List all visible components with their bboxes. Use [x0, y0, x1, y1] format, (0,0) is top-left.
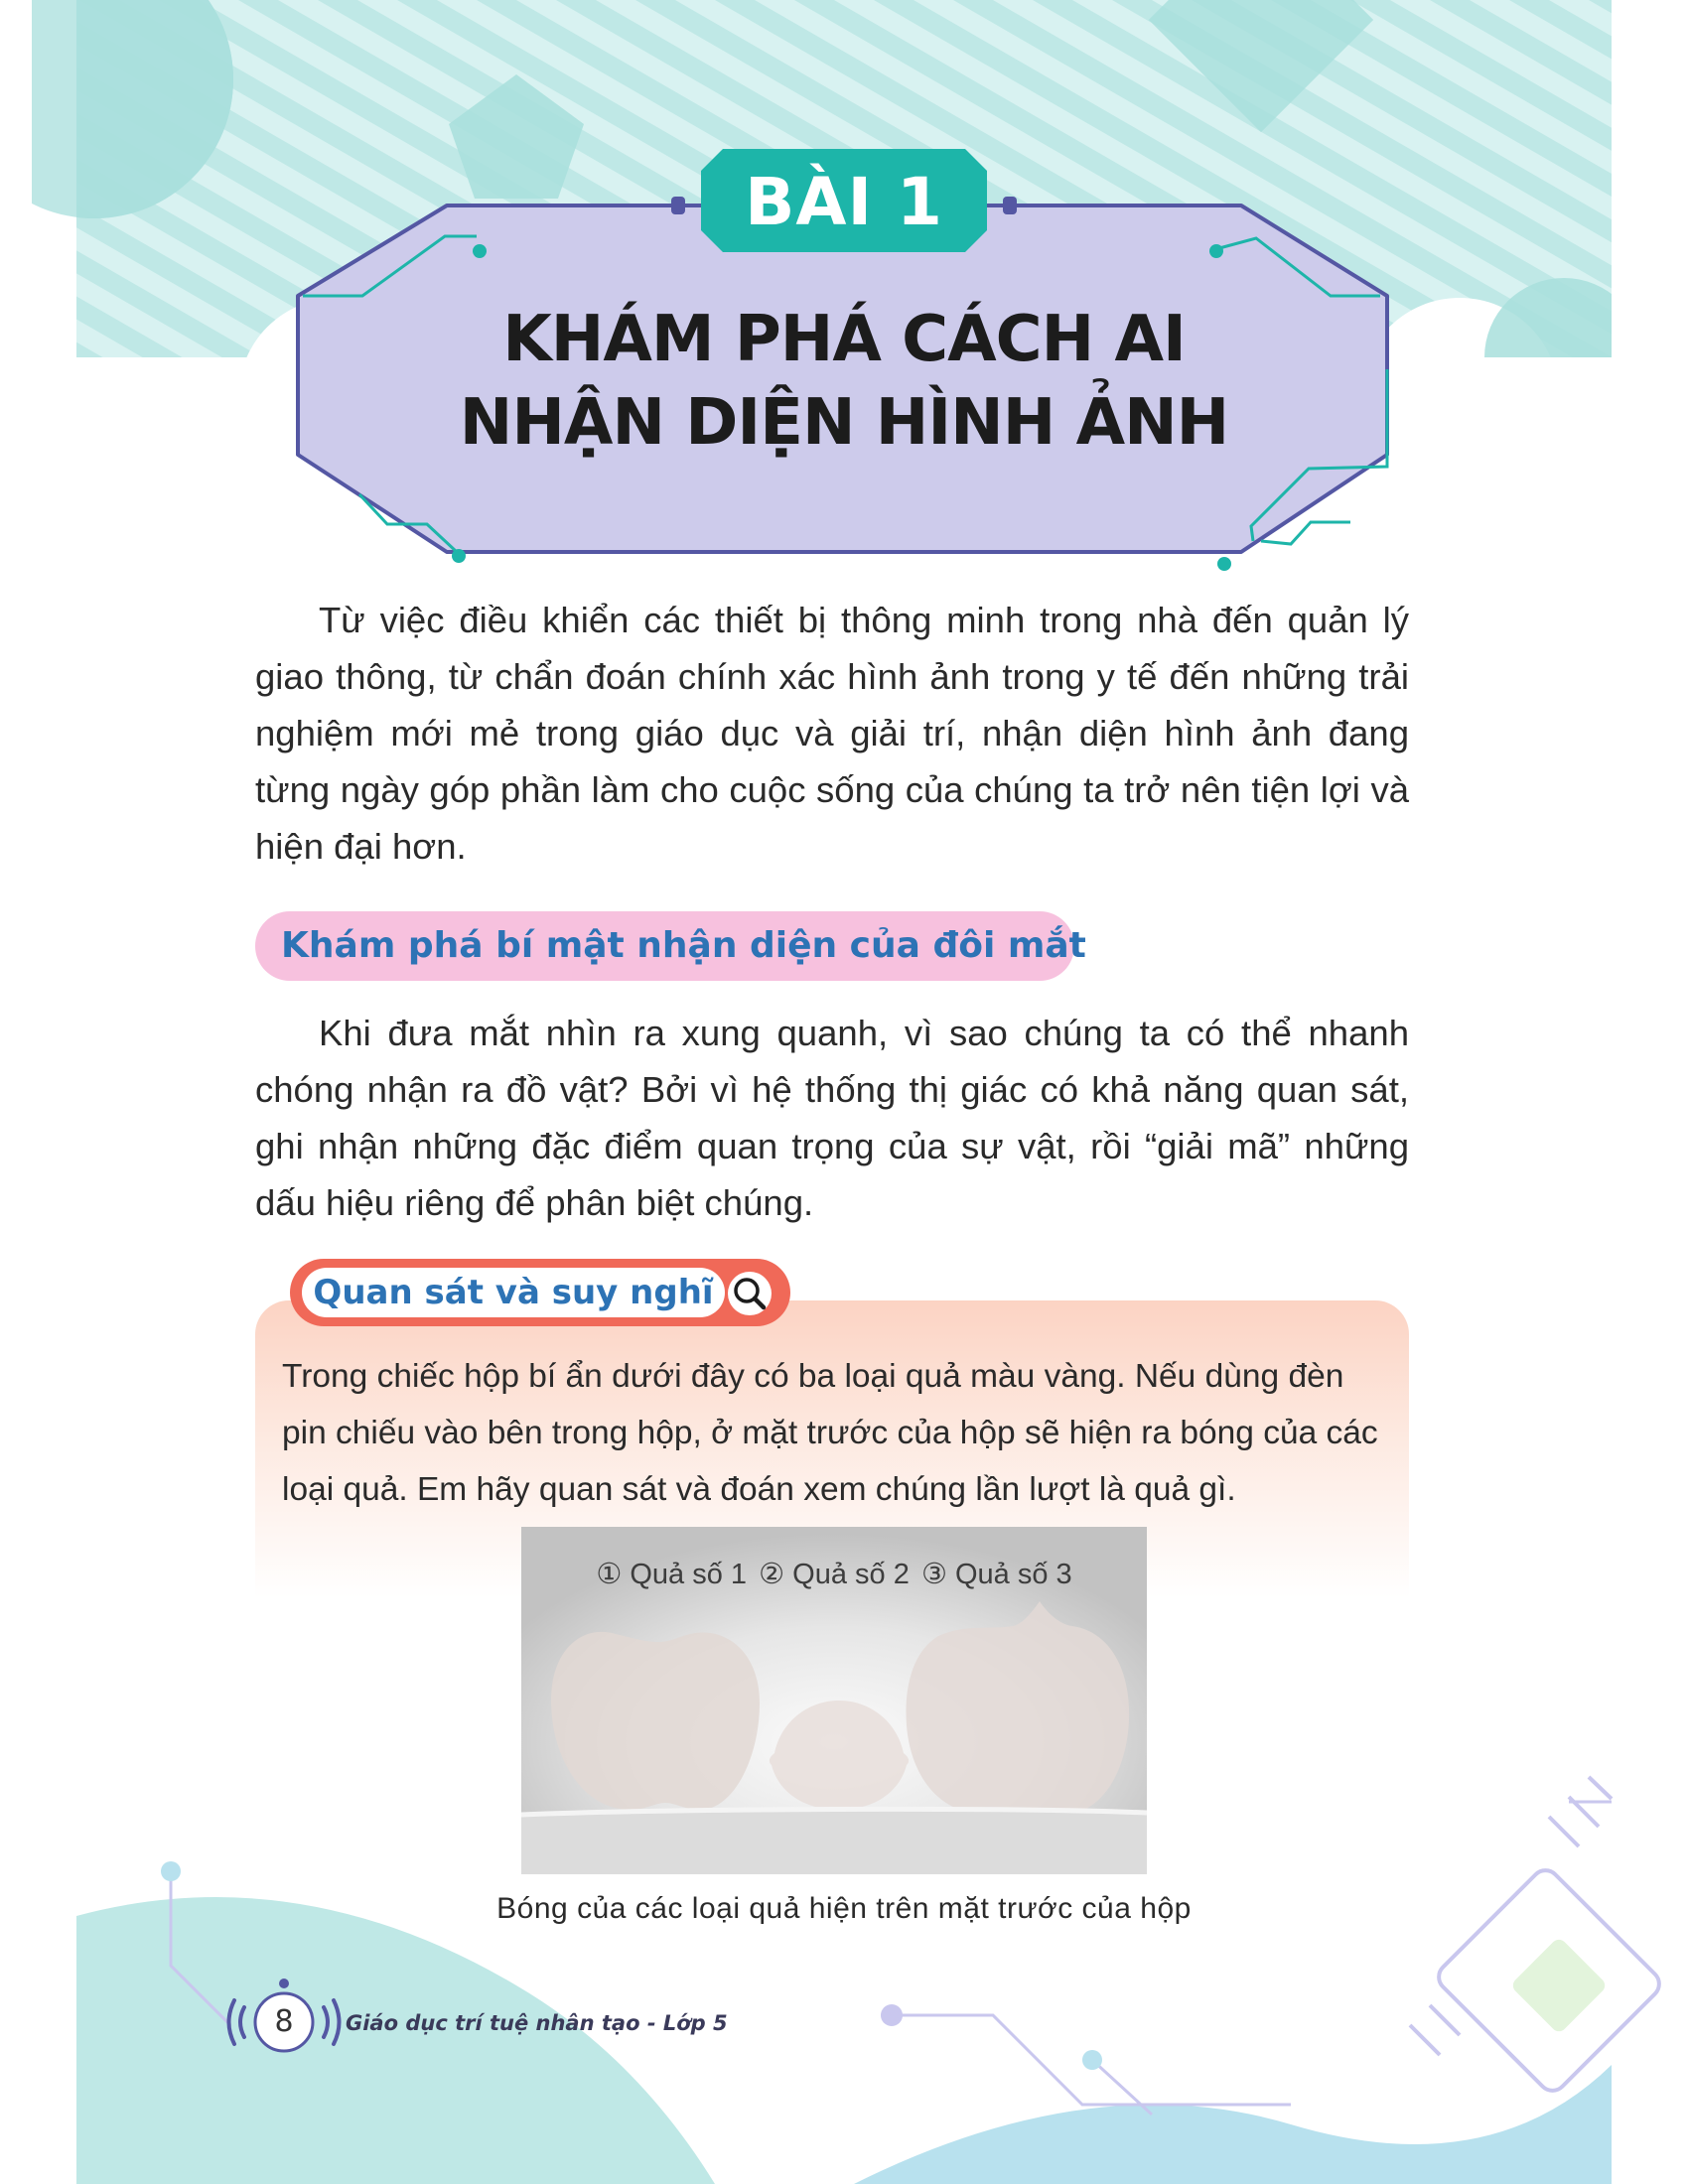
section-paragraph: Khi đưa mắt nhìn ra xung quanh, vì sao chúng ta có thể nhanh chóng nhận ra đồ vật? Bởi vì hệ thống thị giác có khả năng quan sát, ghi nhận những đặc điểm quan trọng của sự vật, rồi “giải mã” những dấu hiệu riêng để phân biệt chúng. [255, 1013, 1409, 1223]
fruit-labels [521, 1557, 1147, 1591]
activity-label: Quan sát và suy nghĩ [313, 1273, 714, 1312]
footer-wave-right [854, 2065, 1612, 2184]
activity-text: Trong chiếc hộp bí ẩn dưới đây có ba loại quả màu vàng. Nếu dùng đèn pin chiếu vào bên trong hộp, ở mặt trước của hộp sẽ hiện ra bóng của các loại quả. Em hãy quan sát và đoán xem chúng lần lượt là quả gì. [282, 1358, 1378, 1508]
intro-paragraph: Từ việc điều khiển các thiết bị thông minh trong nhà đến quản lý giao thông, từ chẩn đoán chính xác hình ảnh trong y tế đến những trải nghiệm mới mẻ trong giáo dục và giải trí, nhận diện hình ảnh đang từng ngày góp phần làm cho cuộc sống của chúng ta trở nên tiện lợi và hiện đại hơn. [255, 600, 1409, 867]
fruit-label-2: ② Quả số 2 [759, 1559, 910, 1590]
photo-caption: Bóng của các loại quả hiện trên mặt trước của hộp [496, 1892, 1192, 1925]
fruit-shadow-1 [551, 1632, 760, 1810]
fruit-label-1: ① Quả số 1 [596, 1559, 748, 1590]
footer-book-title: Giáo dục trí tuệ nhân tạo - Lớp 5 [346, 2011, 728, 2035]
fruit-label-3: ③ Quả số 3 [920, 1559, 1072, 1590]
lesson-title [328, 298, 1360, 465]
page-number: 8 [274, 2004, 294, 2039]
magnifier-icon [727, 1271, 773, 1316]
lesson-badge-label: BÀI 1 [745, 163, 943, 240]
section-heading: Khám phá bí mật nhận diện của đôi mắt [281, 925, 1086, 966]
lesson-title-line-1: KHÁM PHÁ CÁCH AI [502, 303, 1186, 376]
lesson-title-line-2: NHẬN DIỆN HÌNH ẢNH [459, 386, 1229, 460]
